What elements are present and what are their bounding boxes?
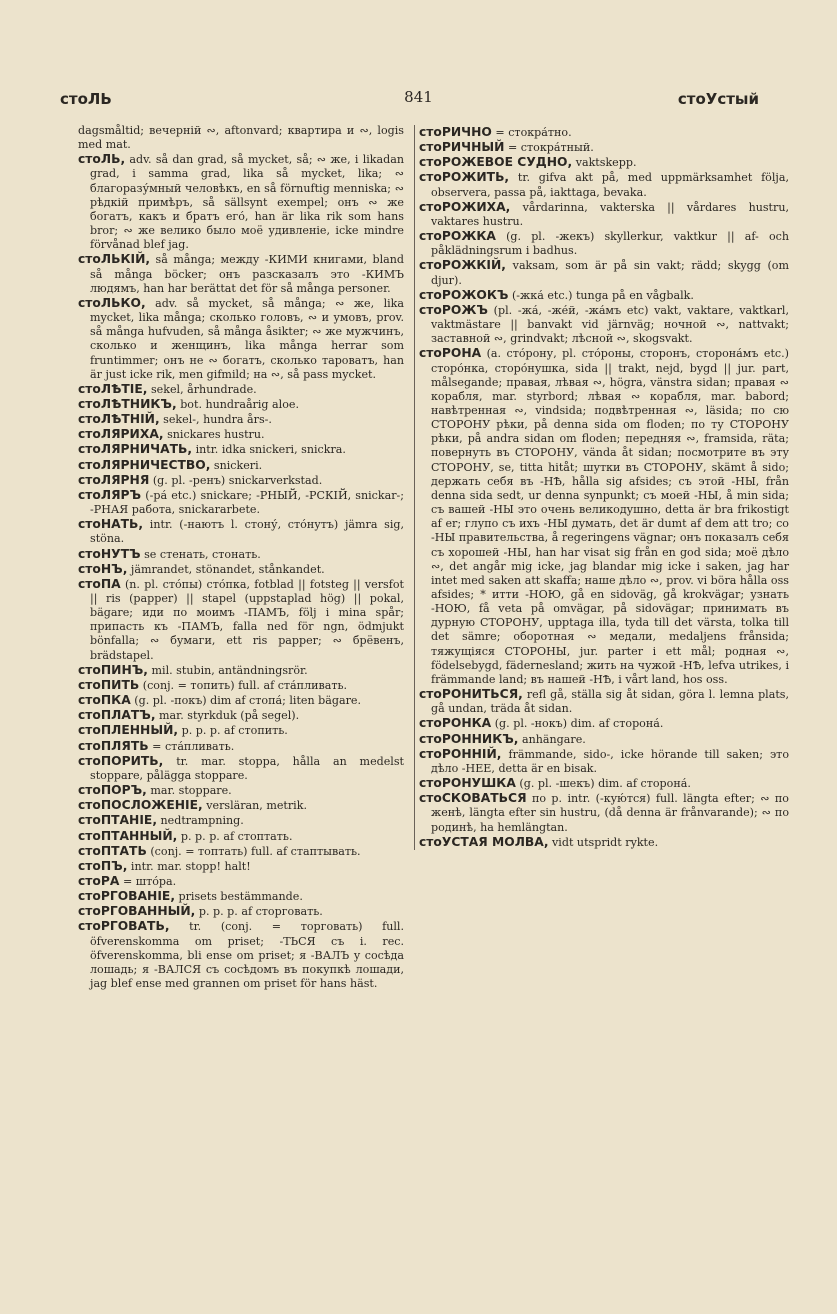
entry-definition: (g. pl. -покъ) dim af стопа́; liten bägare. <box>134 694 361 708</box>
dictionary-entry <box>78 739 404 754</box>
entry-headword: стоЛЯРНИЧЕСТВО, <box>78 457 211 472</box>
running-head-right: стоУстый <box>677 90 759 108</box>
dictionary-entry <box>419 155 789 170</box>
entry-headword: стоПОРИТЬ, <box>78 753 164 768</box>
entry-headword: стоЛѢТНІЙ, <box>78 412 160 427</box>
entry-headword: стоПКА <box>78 693 131 708</box>
dictionary-entry <box>78 754 404 783</box>
dictionary-entry <box>78 919 404 991</box>
entry-headword: стоЛЬ, <box>78 152 126 167</box>
entry-headword: стоЛЬКО, <box>78 295 146 310</box>
dictionary-entry <box>78 412 404 427</box>
dictionary-entry <box>78 874 404 889</box>
entry-headword: стоПОСЛОЖЕНІЕ, <box>78 798 203 813</box>
dictionary-entry <box>78 152 404 252</box>
entry-definition: versläran, metrik. <box>206 799 307 813</box>
entry-headword: стоСКОВАТЬСЯ <box>419 791 527 806</box>
dictionary-entry <box>78 813 404 828</box>
dictionary-entry <box>419 170 789 199</box>
entry-headword: стоЛЯРНЯ <box>78 472 150 487</box>
dictionary-entry <box>78 517 404 546</box>
entry-definition: (-ра́ etc.) snickare; -РНЫЙ, -РСКІЙ, snickar-; -РНАЯ работа, snickararbete. <box>90 488 405 517</box>
dictionary-entry <box>78 904 404 919</box>
entry-headword: стоРОЖИХА, <box>419 199 511 214</box>
dictionary-entry <box>419 747 789 776</box>
dictionary-entry <box>78 547 404 562</box>
entry-definition: intr. mar. stopp! halt! <box>130 859 251 873</box>
dictionary-entry <box>419 835 789 850</box>
entry-headword: стоНУТЪ <box>78 546 141 561</box>
dictionary-entry <box>78 829 404 844</box>
entry-headword: стоЛЯРНИЧАТЬ, <box>78 442 193 457</box>
entry-definition: по p. intr. (-кую́тся) full. längta efter; ∾ по женѣ, längta efter sin hustru, (då denna är frånvarande); ∾ по родинѣ, ha hemlängtan. <box>431 792 789 834</box>
dictionary-entry <box>78 397 404 412</box>
entry-headword: стоПЛЕННЫЙ, <box>78 723 179 738</box>
entry-definition: vårdarinna, vakterska || vårdares hustru, vaktares hustru. <box>431 200 789 228</box>
dictionary-entry <box>78 708 404 723</box>
entry-headword: стоРГОВАТЬ, <box>78 919 170 934</box>
entry-definition: dagsmåltid; вечерній ∾, aftonvard; квартира и ∾, logis med mat. <box>78 124 404 152</box>
left-column <box>78 124 404 991</box>
entry-headword: стоРОЖКІЙ, <box>419 258 506 273</box>
dictionary-entry <box>419 346 789 687</box>
entry-headword: стоРОНИТЬСЯ, <box>419 687 523 702</box>
dictionary-entry <box>78 442 404 457</box>
entry-headword: стоПТАННЫЙ, <box>78 828 178 843</box>
entry-definition: främmande, sido-, icke hörande till saken; это дѣло -НЕЕ, detta är en bisak. <box>431 747 790 775</box>
page-number: 841 <box>404 88 433 106</box>
entry-definition: refl gå, ställa sig åt sidan, göra l. lemna plats, gå undan, träda åt sidan. <box>431 688 790 716</box>
entry-definition: adv. så dan grad, så mycket, så; ∾ же, i likadan grad, i samma grad, lika så mycket, lika; ∾ благоразу́мный человѣкъ, en så förnuftig menniska; ∾ рѣдкій примѣръ, så sällsynt exempel; онъ ∾ же богатъ, какъ и братъ его́, han är lika rik som hans bror; ∾ же велико было моё удивленіе, icke mindre förvånad blef jag. <box>90 153 405 252</box>
entry-definition: p. p. p. af стопить. <box>181 724 288 738</box>
entry-definition: (g. pl. -нокъ) dim. af сторона́. <box>494 717 664 731</box>
entry-headword: стоЛЬКІЙ, <box>78 252 151 267</box>
entry-definition: tr. gifva akt på, med uppmärksamhet följa, observera, passa på, iakttaga, bevaka. <box>431 171 789 199</box>
dictionary-entry <box>78 488 404 517</box>
dictionary-entry <box>78 663 404 678</box>
entry-definition: intr. idka snickeri, snickra. <box>195 443 346 457</box>
entry-definition: (g. pl. -ренъ) snickarverkstad. <box>152 473 323 487</box>
dictionary-entry <box>419 258 789 287</box>
dictionary-entry <box>78 382 404 397</box>
dictionary-entry <box>419 687 789 716</box>
dictionary-entry <box>78 252 404 295</box>
dictionary-entry <box>78 296 404 382</box>
entry-headword: стоЛѢТНИКЪ, <box>78 396 177 411</box>
entry-definition: tr. (conj. = торговать) full. öfverenskomma om priset; -ТЬСЯ съ i. rec. öfverenskomma, bli ense om priset; я -ВАЛЪ у сосѣда лошадь; я -ВАЛСЯ съ сосѣдомъ въ покупкѣ лошади, jag blef ense med grannen om priset för hans häst. <box>90 920 405 991</box>
dictionary-entry <box>419 791 789 834</box>
dictionary-entry <box>78 783 404 798</box>
entry-definition: nedtrampning. <box>160 814 244 828</box>
entry-headword: стоРОЖКА <box>419 229 496 244</box>
entry-definition: sekel-, hundra års-. <box>163 413 272 427</box>
dictionary-entry <box>78 473 404 488</box>
entry-headword: стоПТАНІЕ, <box>78 813 157 828</box>
entry-headword: стоУСТАЯ МОЛВА, <box>419 834 549 849</box>
entry-definition: = што́ра. <box>122 874 177 888</box>
entry-headword: стоПОРЪ, <box>78 783 147 798</box>
entry-definition: intr. (-наютъ l. стону́, сто́нутъ) jämra sig, stöna. <box>90 518 404 546</box>
entry-definition: snickeri. <box>213 458 263 472</box>
entry-definition: se стенать, стонать. <box>144 547 261 561</box>
entry-definition: bot. hundraårig aloe. <box>180 397 299 411</box>
entry-headword: стоРОНУШКА <box>419 776 516 791</box>
entry-definition: (conj. = топить) full. af ста́пливать. <box>142 678 348 692</box>
entry-definition: vaksam, som är på sin vakt; rädd; skygg (om djur). <box>431 259 790 287</box>
entry-definition: anhängare. <box>522 732 586 746</box>
entry-headword: стоЛѢТІЕ, <box>78 381 148 396</box>
entry-headword: стоПТАТЬ <box>78 843 147 858</box>
dictionary-entry <box>78 678 404 693</box>
entry-headword: стоРОННІЙ, <box>419 746 502 761</box>
entry-definition: (pl. -жа́, -же́й, -жа́мъ etc) vakt, vaktare, vaktkarl, vaktmästare || banvakt vid järnväg; ночной ∾, nattvakt; заставной ∾, grindvakt; лѣсной ∾, skogsvakt. <box>431 303 790 346</box>
entry-headword: стоРОЖЕВОЕ СУДНО, <box>419 155 573 170</box>
entry-headword: стоРИЧНЫЙ <box>419 140 505 155</box>
dictionary-entry <box>78 889 404 904</box>
entry-definition: p. p. p. af стоптать. <box>180 829 293 843</box>
dictionary-entry <box>78 458 404 473</box>
dictionary-entry <box>78 723 404 738</box>
dictionary-entry <box>419 776 789 791</box>
dictionary-entry <box>78 577 404 663</box>
entry-headword: стоПИТЬ <box>78 677 140 692</box>
dictionary-entry <box>419 229 789 258</box>
entry-headword: стоРОНКА <box>419 716 492 731</box>
entry-definition: mar. styrkduk (på segel). <box>159 709 300 723</box>
dictionary-entry <box>419 125 789 140</box>
entry-definition: vaktskepp. <box>575 156 637 170</box>
dictionary-entry <box>419 140 789 155</box>
entry-definition: (g. pl. -жекъ) skyllerkur, vaktkur || af- och påklädningsrum i badhus. <box>431 230 789 258</box>
entry-definition: snickares hustru. <box>167 428 265 442</box>
dictionary-entry <box>78 844 404 859</box>
entry-headword: стоРГОВАНІЕ, <box>78 889 175 904</box>
entry-definition: (-жка́ etc.) tunga på en vågbalk. <box>511 288 694 302</box>
entry-headword: стоРОЖЪ <box>419 302 488 317</box>
entry-definition: sekel, århundrade. <box>150 382 257 396</box>
entry-headword: стоРОЖОКЪ <box>419 287 509 302</box>
dictionary-entry <box>78 124 404 152</box>
dictionary-entry <box>78 859 404 874</box>
entry-headword: стоНАТЬ, <box>78 517 144 532</box>
entry-definition: mil. stubin, antändningsrör. <box>151 663 308 677</box>
dictionary-entry <box>419 716 789 731</box>
entry-headword: стоНЪ, <box>78 561 128 576</box>
entry-headword: стоРОНА <box>419 346 482 361</box>
dictionary-entry <box>419 732 789 747</box>
entry-headword: стоПА <box>78 576 121 591</box>
entry-definition: mar. stoppare. <box>150 784 232 798</box>
entry-headword: стоПЛАТЪ, <box>78 708 156 723</box>
entry-headword: стоРГОВАННЫЙ, <box>78 904 196 919</box>
dictionary-entry <box>78 693 404 708</box>
entry-definition: (n. pl. сто́пы) сто́пка, fotblad || fotsteg || versfot || ris (papper) || stapel (uppstaplad hög) || pokal, bägare; иди по моимъ -ПАМЪ, följ i mina spår; припасть къ -ПАМЪ, falla ned för ngn, ödmjukt bönfalla; ∾ бумаги, ett ris papper; ∾ брёвенъ, brädstapel. <box>90 577 404 662</box>
entry-headword: стоПЪ, <box>78 858 128 873</box>
entry-definition: = стокра́тный. <box>507 141 594 155</box>
entry-headword: стоПЛЯТЬ <box>78 738 149 753</box>
dictionary-entry <box>78 798 404 813</box>
entry-headword: стоПИНЪ, <box>78 662 148 677</box>
entry-headword: стоРИЧНО <box>419 125 492 139</box>
entry-definition: (g. pl. -шекъ) dim. af сторона́. <box>519 777 691 791</box>
dictionary-entry <box>78 427 404 442</box>
entry-definition: jämrandet, stönandet, stånkandet. <box>130 562 325 576</box>
entry-definition: så många; между -КИМИ книгами, bland så många böcker; онъ разсказалъ это -КИМЪ людямъ, han har berättat det för så många personer. <box>90 253 404 295</box>
dictionary-entry <box>419 288 789 303</box>
entry-definition: vidt utspridt rykte. <box>552 835 659 849</box>
entry-definition: p. p. p. af сторговать. <box>198 905 323 919</box>
entry-definition: tr. mar. stoppa, hålla an medelst stoppare, pålägga stoppare. <box>90 754 405 782</box>
entry-definition: = стокра́тно. <box>495 126 572 139</box>
right-column <box>414 125 789 850</box>
dictionary-entry <box>419 200 789 229</box>
entry-definition: prisets bestämmande. <box>178 890 303 904</box>
dictionary-entry <box>78 562 404 577</box>
entry-definition: (a. сто́рону, pl. сто́роны, сторонъ, сторона́мъ etc.) сторо́нка, сторо́нушка, sida || trakt, nejd, bygd || jur. part, målsegande; правая, лѣвая ∾, högra, vänstra sidan; правая ∾ корабля, mar. styrbord; лѣвая ∾ корабля, mar. babord; навѣтренная ∾, vindsida; подвѣтренная ∾, läsida; по сю СТОРОНУ рѣки, på denna sida om floden; по ту СТОРОНУ рѣки, på andra sidan om floden; передняя ∾, framsida, räta; повернуть въ СТОРОНУ, vända åt sidan; посмотрите въ эту СТОРОНУ, se, titta hitåt; шутки въ СТОРОНУ, skämt å sido; держать себя въ -НѢ, hålla sig afsides; съ этой -НЫ, från denna sida sedt, ur denna synpunkt; съ моей -НЫ, å min sida; съ вашей -НЫ это очень великодушно, detta är bra frikostigt af er; глупо съ ихъ -НЫ думать, det är dumt af dem att tro; со -НЫ правительства, å regeringens vägnar; онъ показалъ себя съ хорошей -НЫ, han har visat sig från en god sida; моё дѣло ∾, det angår mig icke, jag blandar mig icke i saken, jag har intet med saken att skaffa; наше дѣло ∾, prov. vi böra hålla oss afsides; * итти -НОЮ, gå en sidoväg, gå krokvägar; узнать -НОЮ, få veta på omvägar, på sidovägar; принимать въ дурную СТОРОНУ, upptaga illa, tyda till det värsta, tolka till det sämre; оборотная ∾ медали, medaljens frånsida; тяжущіяся СТОРОНЫ, jur. parter i ett mål; родная ∾, födelsebygd, fädernesland; жить на чужой -НѢ, lefva utrikes, i främmande land; въ нашей -НѢ, i vårt land, hos oss. <box>431 347 789 686</box>
entry-definition: = ста́пливать. <box>152 739 235 753</box>
entry-headword: стоРОННИКЪ, <box>419 731 519 746</box>
entry-headword: стоРОЖИТЬ, <box>419 170 510 185</box>
entry-headword: стоРА <box>78 873 120 888</box>
entry-definition: (conj. = топтать) full. af стаптывать. <box>150 844 361 858</box>
entry-headword: стоЛЯРЪ <box>78 487 142 502</box>
running-head-left: стоЛЬ <box>60 90 112 108</box>
dictionary-entry <box>419 303 789 346</box>
entry-headword: стоЛЯРИХА, <box>78 427 164 442</box>
entry-definition: adv. så mycket, så många; ∾ же, lika mycket, lika många; сколько головъ, ∾ и умовъ, prov. så många hufvuden, så många åsikter; ∾ же мужчинъ, сколько и женщинъ, lika många herrar som fruntimmer; онъ не ∾ богатъ, сколько тароватъ, han är just icke rik, men gifmild; на ∾, så pass mycket. <box>90 296 404 381</box>
